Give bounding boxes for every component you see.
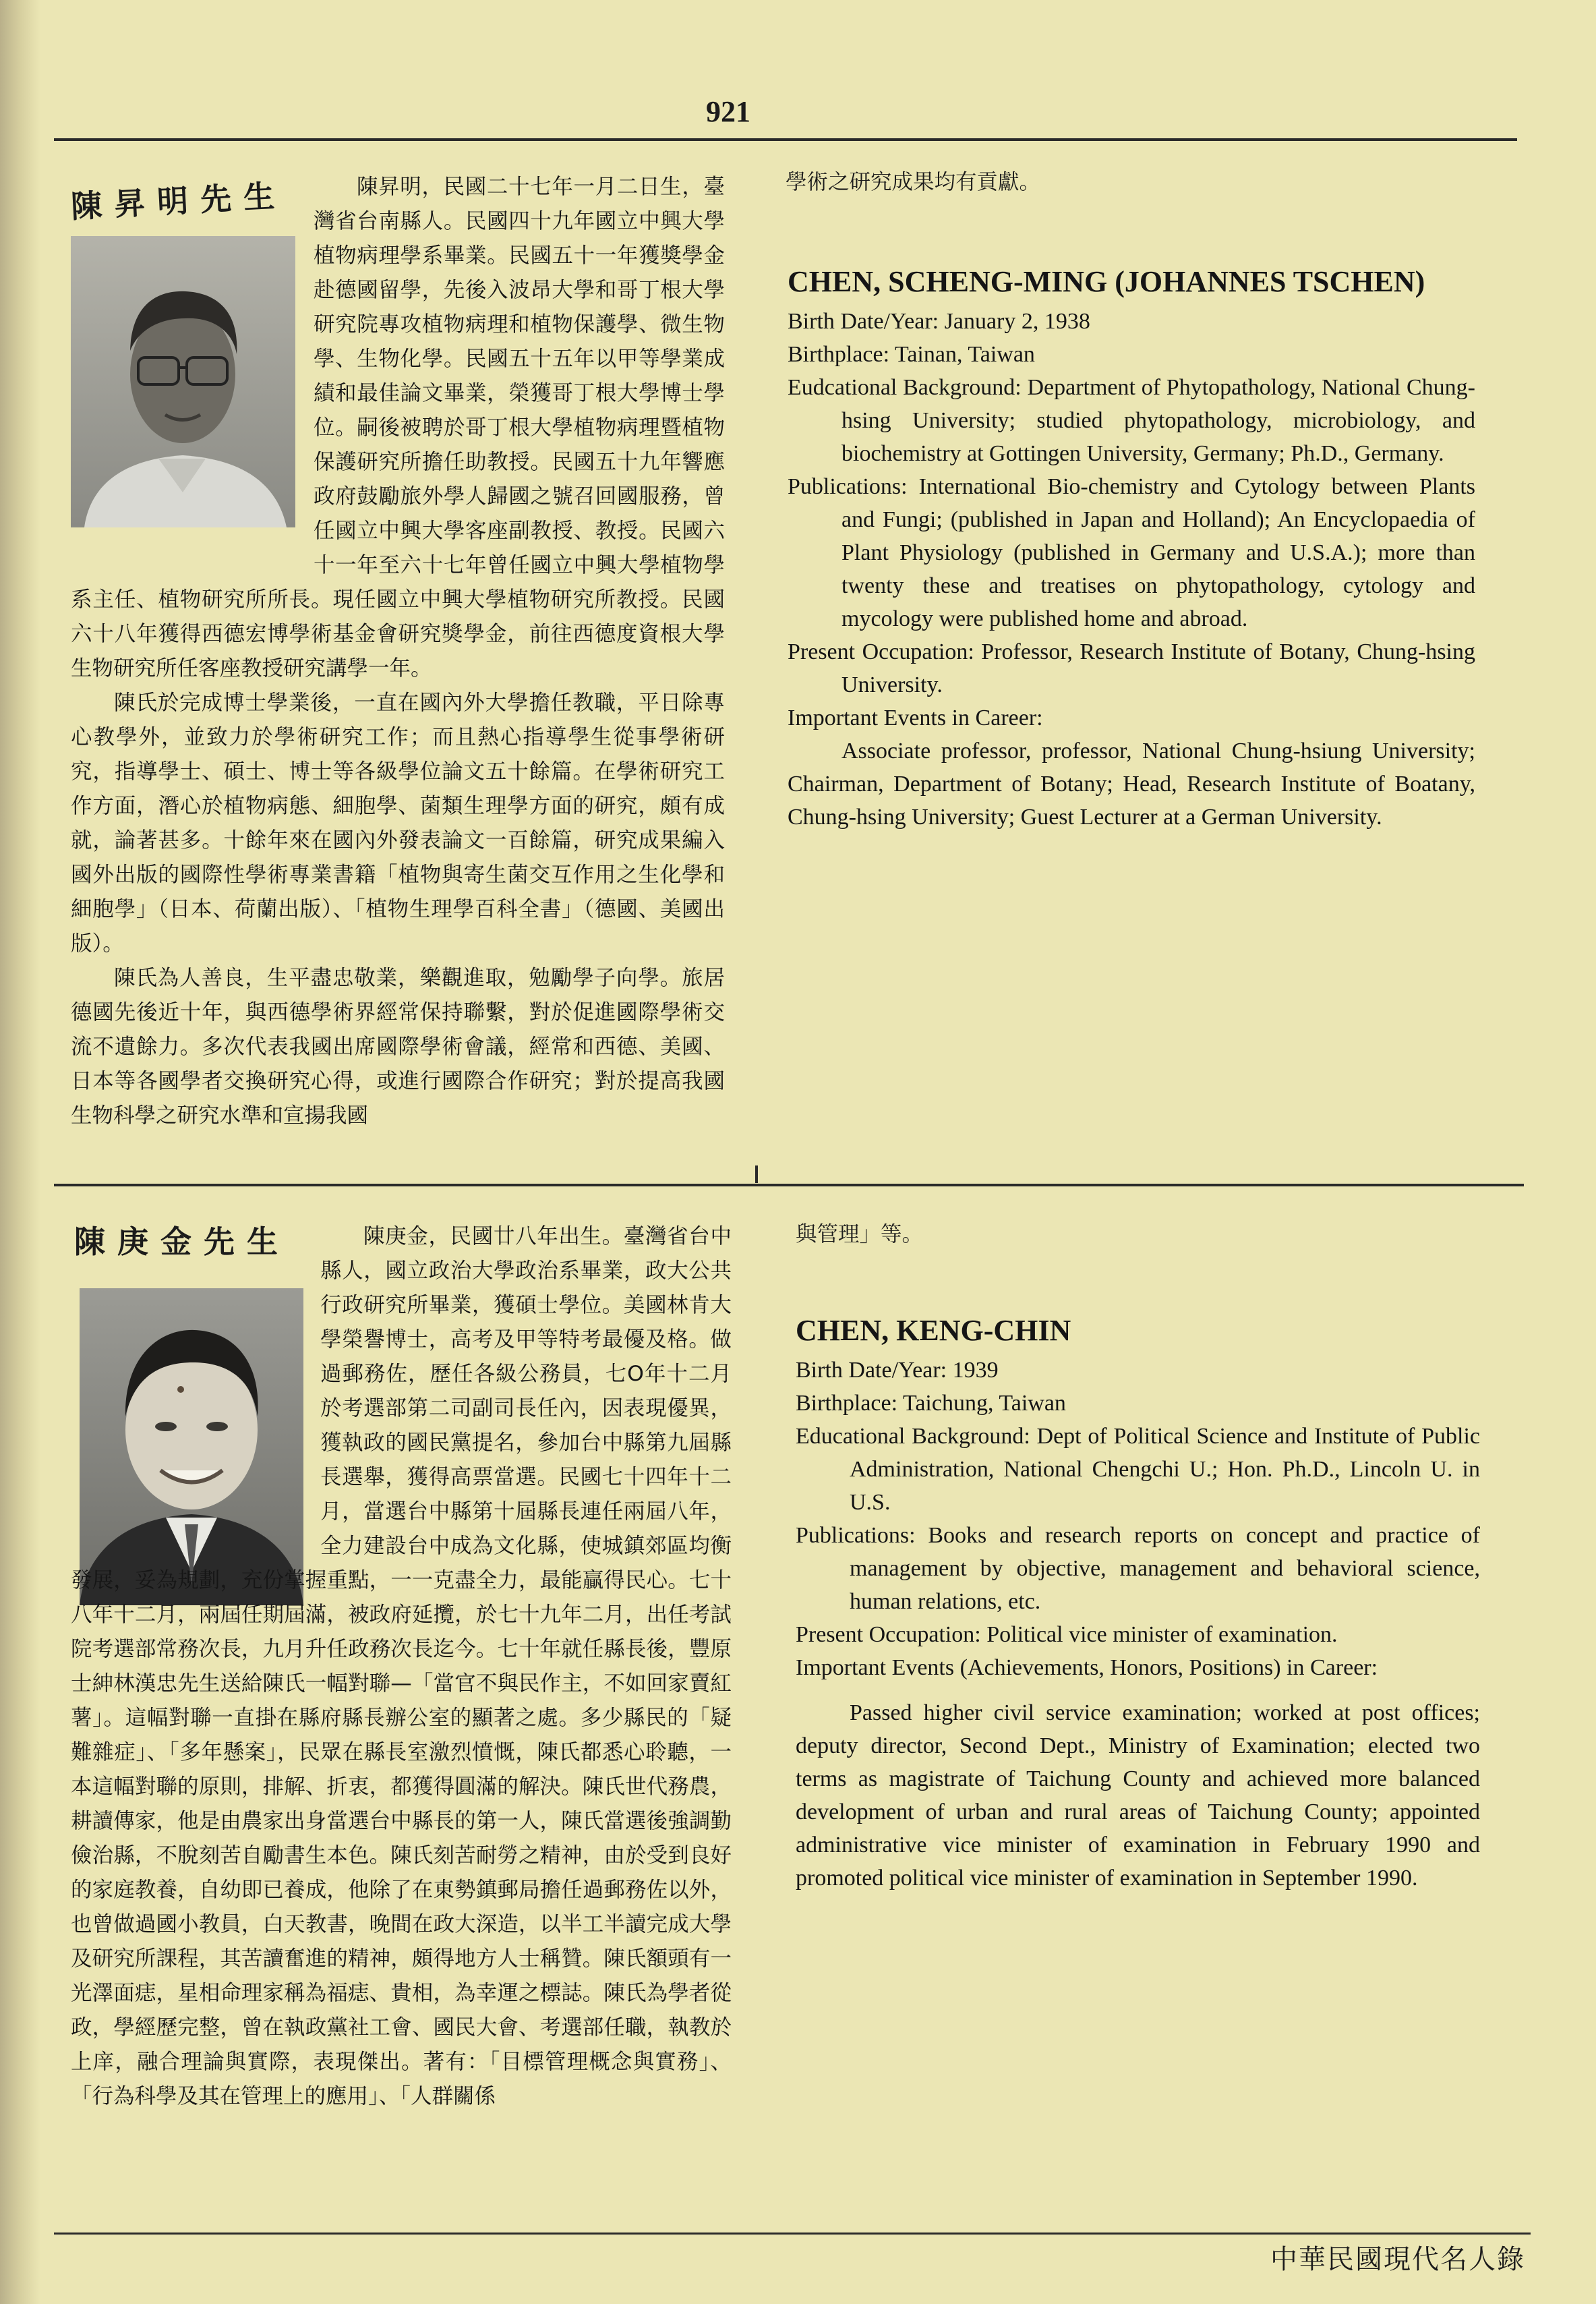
entry2-text-wrap-spacer (71, 1219, 320, 1557)
entry1-bio-cn-paragraph-3: 陳氏為人善良，生平盡忠敬業，樂觀進取，勉勵學子向學。旅居德國先後近十年，與西德學術界經常保持聯繫，對於促進國際學術交流不遺餘力。多次代表我國出席國際學術會議，經常和西德、美國、日本等各國學者交換研究心得，或進行國際合作研究；對於提高我國生物科學之研究水準和宣揚我國 (71, 966, 725, 1128)
entry1-name-en: CHEN, SCHENG-MING (JOHANNES TSCHEN) (788, 265, 1425, 298)
entry1-education: Eudcational Background: Department of Phytopathology, National Chung-hsing University; studied phytopathology, microbiology, and biochemistry at Gottingen University, Germany; Ph.D., Germany. (788, 375, 1475, 466)
entry1-occupation: Present Occupation: Professor, Research Institute of Botany, Chung-hsing University. (788, 639, 1475, 697)
entry1-bio-cn-paragraph-2: 陳氏於完成博士學業後，一直在國內外大學擔任教職，平日除專心教學外，並致力於學術研究工作；而且熱心指導學生從事學術研究，指導學士、碩士、博士等各級學位論文五十餘篇。在學術研究工作方面，潛心於植物病態、細胞學、菌類生理學方面的研究，頗有成就，論著甚多。十餘年來在國內外發表論文一百餘篇，研究成果編入國外出版的國際性學術專業書籍「植物與寄生菌交互作用之生化學和細胞學」（日本、荷蘭出版）、「植物生理學百科全書」（德國、美國出版）。 (71, 691, 725, 956)
entry1-birthplace: Birthplace: Tainan, Taiwan (788, 342, 1035, 367)
entry2-birth-date: Birth Date/Year: 1939 (796, 1358, 999, 1383)
entry2-bio-cn-paragraph-1: 陳庚金，民國廿八年出生。臺灣省台中縣人，國立政治大學政治系畢業，政大公共行政研究所畢業，獲碩士學位。美國林肯大學榮譽博士，高考及甲等特考最優及格。做過郵務佐，歷任各級公務員，七O年十二月於考選部第二司副司長任內，因表現優異，獲執政的國民黨提名，參加台中縣第九屆縣長選舉，獲得高票當選。民國七十四年十二月，當選台中縣第十屆縣長連任兩屆八年，全力建設台中成為文化縣，使城鎮郊區均衡發展，妥為規劃，充份掌握重點，一一克盡全力，最能贏得民心。七十八年十二月，兩屆任期屆滿，被政府延攬，於七十九年二月，出任考試院考選部常務次長，九月升任政務次長迄今。七十年就任縣長後，豐原士紳林漢忠先生送給陳氏一幅對聯—「當官不與民作主，不如回家賣紅薯」。這幅對聯一直掛在縣府縣長辦公室的顯著之處。多少縣民的「疑難雜症」、「多年懸案」，民眾在縣長室激烈憤慨，陳氏都悉心聆聽，一本這幅對聯的原則，排解、折衷，都獲得圓滿的解決。陳氏世代務農，耕讀傳家，他是由農家出身當選台中縣長的第一人，陳氏當選後強調勤儉治縣，不脫刻苦自勵書生本色。陳氏刻苦耐勞之精神，由於受到良好的家庭教養，自幼即已養成，他除了在東勢鎮郵局擔任過郵務佐以外，也曾做過國小教員，白天教書，晚間在政大深造，以半工半讀完成大學及研究所課程，其苦讀奮進的精神，頗得地方人士稱贊。陳氏額頭有一光澤面痣，星相命理家稱為福痣、貴相，為幸運之標誌。陳氏為學者從政，學經歷完整，曾在執政黨社工會、國民大會、考選部任職，執教於上庠，融合理論與實際，表現傑出。著有：「目標管理概念與實務」、「行為科學及其在管理上的應用」、「人群關係 (71, 1224, 732, 2108)
entry2-publications: Publications: Books and research reports on concept and practice of management by objective, management and behavioral science, human relations, etc. (796, 1523, 1480, 1614)
entry2-birthplace: Birthplace: Taichung, Taiwan (796, 1391, 1066, 1416)
entry2-english-bio (796, 1312, 1480, 1895)
entry1-events: Associate professor, professor, National Chung-hsiung University; Chairman, Department of Botany; Head, Research Institute of Boatany, Chung-hsing University; Guest Lecturer at a German University. (788, 739, 1475, 830)
footer-book-title: 中華民國現代名人錄 (1270, 2244, 1525, 2275)
middle-rule (54, 1184, 1524, 1186)
page-number: 921 (706, 95, 750, 128)
entry2-bio-cn-continued: 與管理」等。 (796, 1222, 924, 1246)
entry1-bio-cn-paragraph-1: 陳昇明，民國二十七年一月二日生，臺灣省台南縣人。民國四十九年國立中興大學植物病理學系畢業。民國五十一年獲獎學金赴德國留學，先後入波昂大學和哥丁根大學研究院專攻植物病理和植物保護學、微生物學、生物化學。民國五十五年以甲等學業成績和最佳論文畢業，榮獲哥丁根大學博士學位。嗣後被聘於哥丁根大學植物病理暨植物保護研究所擔任助教授。民國五十九年響應政府鼓勵旅外學人歸國之號召回國服務，曾任國立中興大學客座副教授、教授。民國六十一年至六十七年曾任國立中興大學植物學系主任、植物研究所所長。現任國立中興大學植物研究所教授。民國六十八年獲得西德宏博學術基金會研究獎學金，前往西德度資根大學生物研究所任客座教授研究講學一年。 (71, 175, 725, 681)
page-binding-shadow (0, 0, 40, 2304)
entry1-bio-cn (71, 170, 725, 1133)
entry2-name-cn: 陳庚金先生 (74, 1223, 290, 1260)
entry1-birth-date: Birth Date/Year: January 2, 1938 (788, 309, 1090, 334)
top-rule (54, 138, 1517, 141)
entry1-english-bio (788, 263, 1475, 834)
entry1-events-label: Important Events in Career: (788, 705, 1043, 730)
entry2-occupation: Present Occupation: Political vice minister of examination. (796, 1622, 1338, 1647)
entry1-name-cn: 陳昇明先生 (69, 177, 288, 225)
entry2-events-label: Important Events (Achievements, Honors, Positions) in Career: (796, 1655, 1378, 1680)
entry1-publications: Publications: International Bio-chemistry and Cytology between Plants and Fungi; (published in Japan and Holland); An Encyclopaedia of Plant Physiology (published in Germany and U.S.A.); more than twenty these and treatises on phytopathology, cytology and mycology were published home and abroad. (788, 474, 1475, 631)
bottom-rule (54, 2233, 1531, 2235)
entry1-text-wrap-spacer (71, 170, 314, 561)
column-divider-tick (755, 1165, 758, 1183)
entry2-name-en: CHEN, KENG-CHIN (796, 1314, 1071, 1347)
entry2-events: Passed higher civil service examination; worked at post offices; deputy director, Second Dept., Ministry of Examination; elected two terms as magistrate of Taichung County and achieved more balanced development of urban and rural areas of Taichung County; appointed administrative vice minister of examination in February 1990 and promoted political vice minister of examination in September 1990. (796, 1700, 1480, 1891)
entry2-bio-cn (71, 1219, 732, 2114)
entry2-education: Educational Background: Dept of Political Science and Institute of Public Administration, National Chengchi U.; Hon. Ph.D., Lincoln U. in U.S. (796, 1424, 1480, 1515)
entry1-bio-cn-continued: 學術之研究成果均有貢獻。 (786, 170, 1041, 194)
